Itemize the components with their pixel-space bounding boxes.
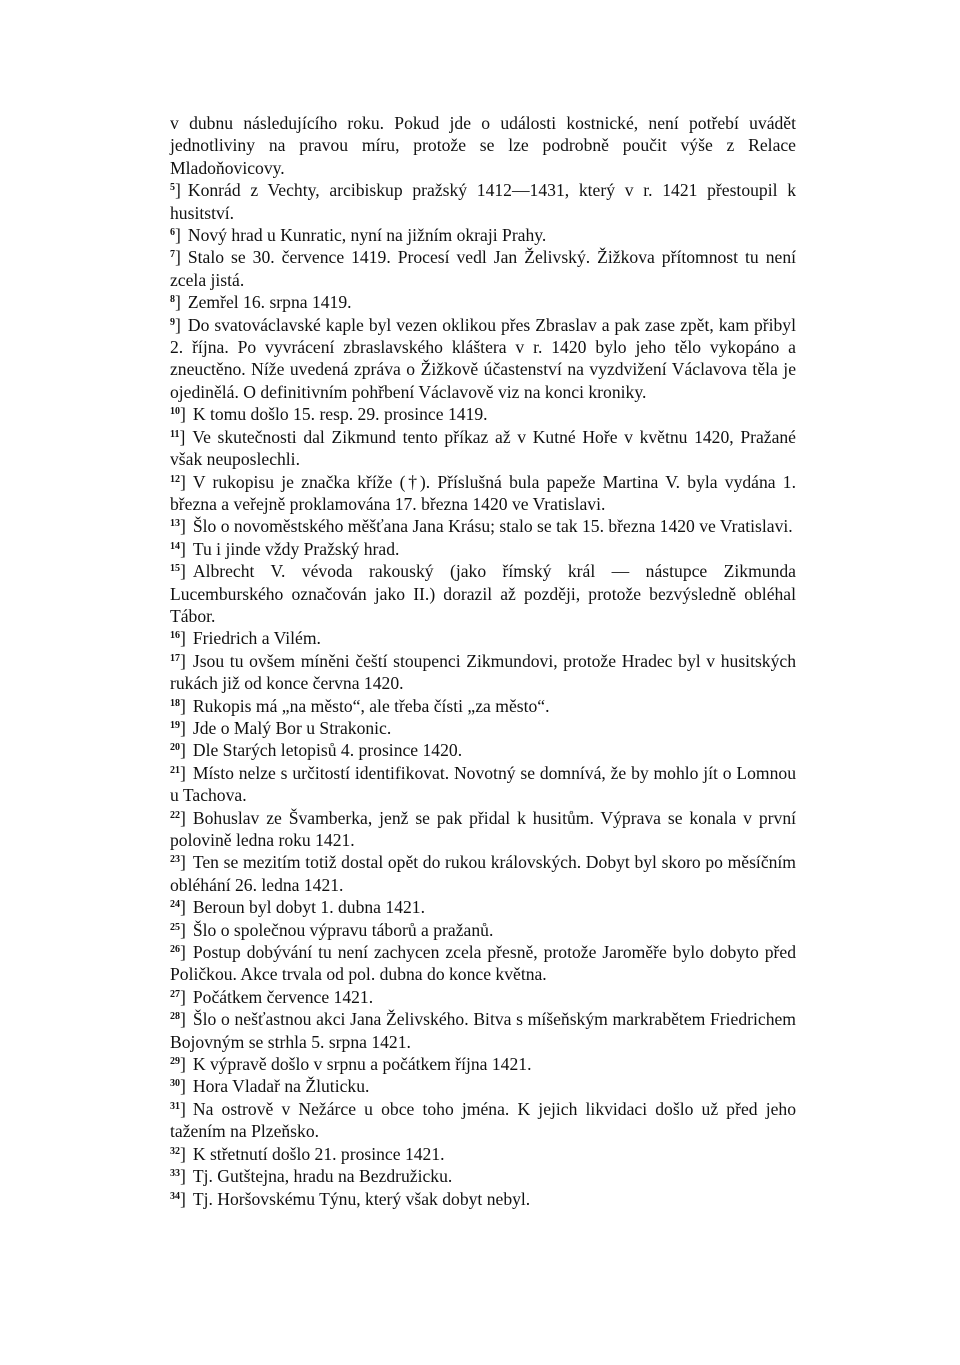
footnote-bracket: ]: [180, 695, 186, 716]
footnote: [170, 650, 796, 695]
footnote-number: 32: [170, 1145, 180, 1157]
footnote-bracket: ]: [175, 180, 181, 201]
footnote-text: Šlo o nešťastnou akci Jana Želivského. Bitva s míšeňským markrabětem Friedrichem Bojovným se strhla 5. srpna 1421.: [170, 1009, 796, 1052]
footnote-bracket: ]: [180, 538, 186, 559]
footnote-number: 27: [170, 988, 180, 1000]
footnote-number: 12: [170, 473, 180, 485]
footnote-number: 18: [170, 697, 180, 709]
footnote-number: 22: [170, 809, 180, 821]
footnote: [170, 291, 796, 313]
footnote-text: Ve skutečnosti dal Zikmund tento příkaz až v Kutné Hoře v květnu 1420, Pražané však neuposlechli.: [170, 426, 796, 470]
footnote-text: Tj. Gutštejna, hradu na Bezdružicku.: [192, 1166, 453, 1187]
footnote-bracket: ]: [175, 292, 181, 313]
footnote: [170, 1098, 796, 1143]
footnote-text: Šlo o společnou výpravu táborů a pražanů.: [192, 919, 494, 940]
footnote-number: 16: [170, 630, 180, 642]
footnote-text: Na ostrově v Nežárce u obce toho jména. K jejich likvidaci došlo už před jeho tažením na Plzeňsko.: [170, 1098, 796, 1142]
footnote-number: 9: [170, 316, 175, 328]
footnote-bracket: ]: [180, 717, 186, 738]
footnote-list: [170, 179, 796, 1210]
footnote: [170, 717, 796, 739]
footnote-number: 29: [170, 1056, 180, 1068]
footnote: [170, 941, 796, 986]
footnote-bracket: ]: [180, 1188, 186, 1209]
footnote-bracket: ]: [175, 225, 181, 246]
footnote-number: 15: [170, 563, 180, 575]
footnote-text: Zemřel 16. srpna 1419.: [187, 292, 352, 313]
footnote-number: 11: [170, 428, 180, 440]
footnote-bracket: ]: [180, 942, 186, 963]
footnote-bracket: ]: [180, 897, 186, 918]
footnote-number: 13: [170, 518, 180, 530]
footnote-bracket: ]: [180, 404, 186, 425]
footnote-bracket: ]: [180, 762, 186, 783]
footnote: [170, 851, 796, 896]
footnote-text: Hora Vladař na Žluticku.: [192, 1076, 370, 1097]
footnote-number: 23: [170, 854, 180, 866]
footnote-bracket: ]: [175, 247, 181, 268]
footnote-text: Nový hrad u Kunratic, nyní na jižním okraji Prahy.: [187, 225, 547, 246]
footnote-bracket: ]: [180, 919, 186, 940]
footnote: [170, 1008, 796, 1053]
intro-text: v dubnu následujícího roku. Pokud jde o události kostnické, není potřebí uvádět jednotliviny na pravou míru, protože se lze podrobně poučit výše z Relace Mladoňovicovy.: [170, 113, 796, 178]
footnote: [170, 246, 796, 291]
footnote-bracket: ]: [180, 471, 186, 492]
footnote: [170, 560, 796, 627]
footnote-text: Do svatováclavské kaple byl vezen oklikou přes Zbraslav a pak zase zpět, kam přibyl 2. října. Po vyvrácení zbraslavského kláštera v r. 1420 bylo jeho tělo vykopáno a zneuctěno. Níže uvedená zpráva o Žižkově účastenství na vyzdvižení Václavova těla je ojedinělá. O definitivním pohřbení Václavově viz na konci kroniky.: [170, 314, 796, 402]
footnote-number: 10: [170, 406, 180, 418]
footnote-text: Ten se mezitím totiž dostal opět do rukou královských. Dobyt byl skoro po měsíčním obléhání 26. ledna 1421.: [170, 852, 796, 895]
footnote-text: K střetnutí došlo 21. prosince 1421.: [192, 1143, 445, 1164]
footnote-bracket: ]: [180, 561, 186, 582]
footnote: [170, 403, 796, 425]
footnote-number: 6: [170, 227, 175, 239]
footnote-bracket: ]: [180, 852, 186, 873]
footnote-number: 31: [170, 1100, 180, 1112]
footnote-bracket: ]: [180, 650, 186, 671]
footnote-bracket: ]: [180, 1076, 186, 1097]
footnote-number: 5: [170, 182, 175, 194]
footnote-number: 7: [170, 249, 175, 261]
footnote-text: K výpravě došlo v srpnu a počátkem října 1421.: [192, 1054, 532, 1075]
footnote-text: Stalo se 30. července 1419. Procesí vedl Jan Želivský. Žižkova přítomnost tu není zcela jistá.: [170, 247, 796, 290]
footnote-number: 8: [170, 294, 175, 306]
footnote-text: Jsou tu ovšem míněni čeští stoupenci Zikmundovi, protože Hradec byl v husitských rukách již od konce června 1420.: [170, 650, 796, 694]
footnote-number: 25: [170, 921, 180, 933]
footnote-bracket: ]: [180, 516, 186, 537]
footnote-number: 26: [170, 944, 180, 956]
footnote-text: Postup dobývání tu není zachycen zcela přesně, protože Jaroměře bylo dobyto před Poličkou. Akce trvala od pol. dubna do konce května.: [170, 942, 796, 985]
footnote-number: 21: [170, 764, 180, 776]
footnote: [170, 314, 796, 404]
footnote: [170, 515, 796, 537]
footnote-number: 33: [170, 1168, 180, 1180]
footnote: [170, 426, 796, 471]
footnote-bracket: ]: [175, 314, 181, 335]
footnote: [170, 224, 796, 246]
footnote-bracket: ]: [180, 1143, 186, 1164]
footnote-bracket: ]: [180, 1054, 186, 1075]
footnote: [170, 1165, 796, 1187]
footnote-text: Rukopis má „na město“, ale třeba čísti „za město“.: [192, 695, 550, 716]
footnote-number: 24: [170, 899, 180, 911]
footnote-bracket: ]: [180, 1166, 186, 1187]
footnote-text: Tu i jinde vždy Pražský hrad.: [192, 538, 400, 559]
footnote: [170, 1143, 796, 1165]
footnote: [170, 1188, 796, 1210]
footnote-text: Albrecht V. vévoda rakouský (jako římský král — nástupce Zikmunda Lucemburského označován jako II.) dorazil až později, protože bezvýsledně obléhal Tábor.: [170, 561, 796, 626]
footnote: [170, 986, 796, 1008]
footnote: [170, 179, 796, 224]
footnote-text: Beroun byl dobyt 1. dubna 1421.: [192, 897, 425, 918]
footnote-bracket: ]: [179, 426, 186, 447]
footnote-number: 20: [170, 742, 180, 754]
footnote: [170, 538, 796, 560]
footnote-text: Jde o Malý Bor u Strakonic.: [192, 717, 392, 738]
footnote-text: Místo nelze s určitostí identifikovat. Novotný se domnívá, že by mohlo jít o Lomnou u Tachova.: [170, 762, 796, 806]
footnote: [170, 896, 796, 918]
footnote-text: Friedrich a Vilém.: [192, 628, 321, 649]
footnote: [170, 695, 796, 717]
footnote-bracket: ]: [180, 986, 186, 1007]
footnote-bracket: ]: [180, 807, 186, 828]
footnote-bracket: ]: [180, 628, 186, 649]
footnote: [170, 919, 796, 941]
footnote: [170, 807, 796, 852]
footnotes-page: [170, 112, 796, 1210]
footnote-bracket: ]: [180, 1098, 186, 1119]
footnote-number: 28: [170, 1011, 180, 1023]
footnote-number: 30: [170, 1078, 180, 1090]
footnote-text: Šlo o novoměstského měšťana Jana Krásu; stalo se tak 15. března 1420 ve Vratislavi.: [192, 516, 793, 537]
footnote: [170, 627, 796, 649]
footnote-text: Konrád z Vechty, arcibiskup pražský 1412—1431, který v r. 1421 přestoupil k husitství.: [170, 180, 796, 223]
footnote-text: Dle Starých letopisů 4. prosince 1420.: [192, 740, 463, 761]
footnote: [170, 1053, 796, 1075]
footnote-bracket: ]: [180, 1009, 186, 1030]
footnote: [170, 471, 796, 516]
footnote-number: 19: [170, 719, 180, 731]
footnote: [170, 762, 796, 807]
footnote: [170, 739, 796, 761]
footnote-text: Tj. Horšovskému Týnu, který však dobyt nebyl.: [192, 1188, 531, 1209]
footnote-number: 34: [170, 1190, 180, 1202]
footnote-text: Bohuslav ze Švamberka, jenž se pak přidal k husitům. Výprava se konala v první polovině ledna roku 1421.: [170, 807, 796, 850]
footnote-number: 14: [170, 540, 180, 552]
footnote-bracket: ]: [180, 740, 186, 761]
footnote-text: K tomu došlo 15. resp. 29. prosince 1419.: [192, 404, 488, 425]
footnote-number: 17: [170, 652, 180, 664]
footnote-text: Počátkem července 1421.: [192, 986, 374, 1007]
footnote: [170, 1075, 796, 1097]
footnote-text: V rukopisu je značka kříže (†). Příslušná bula papeže Martina V. byla vydána 1. března a veřejně proklamována 17. března 1420 ve Vratislavi.: [170, 471, 796, 514]
